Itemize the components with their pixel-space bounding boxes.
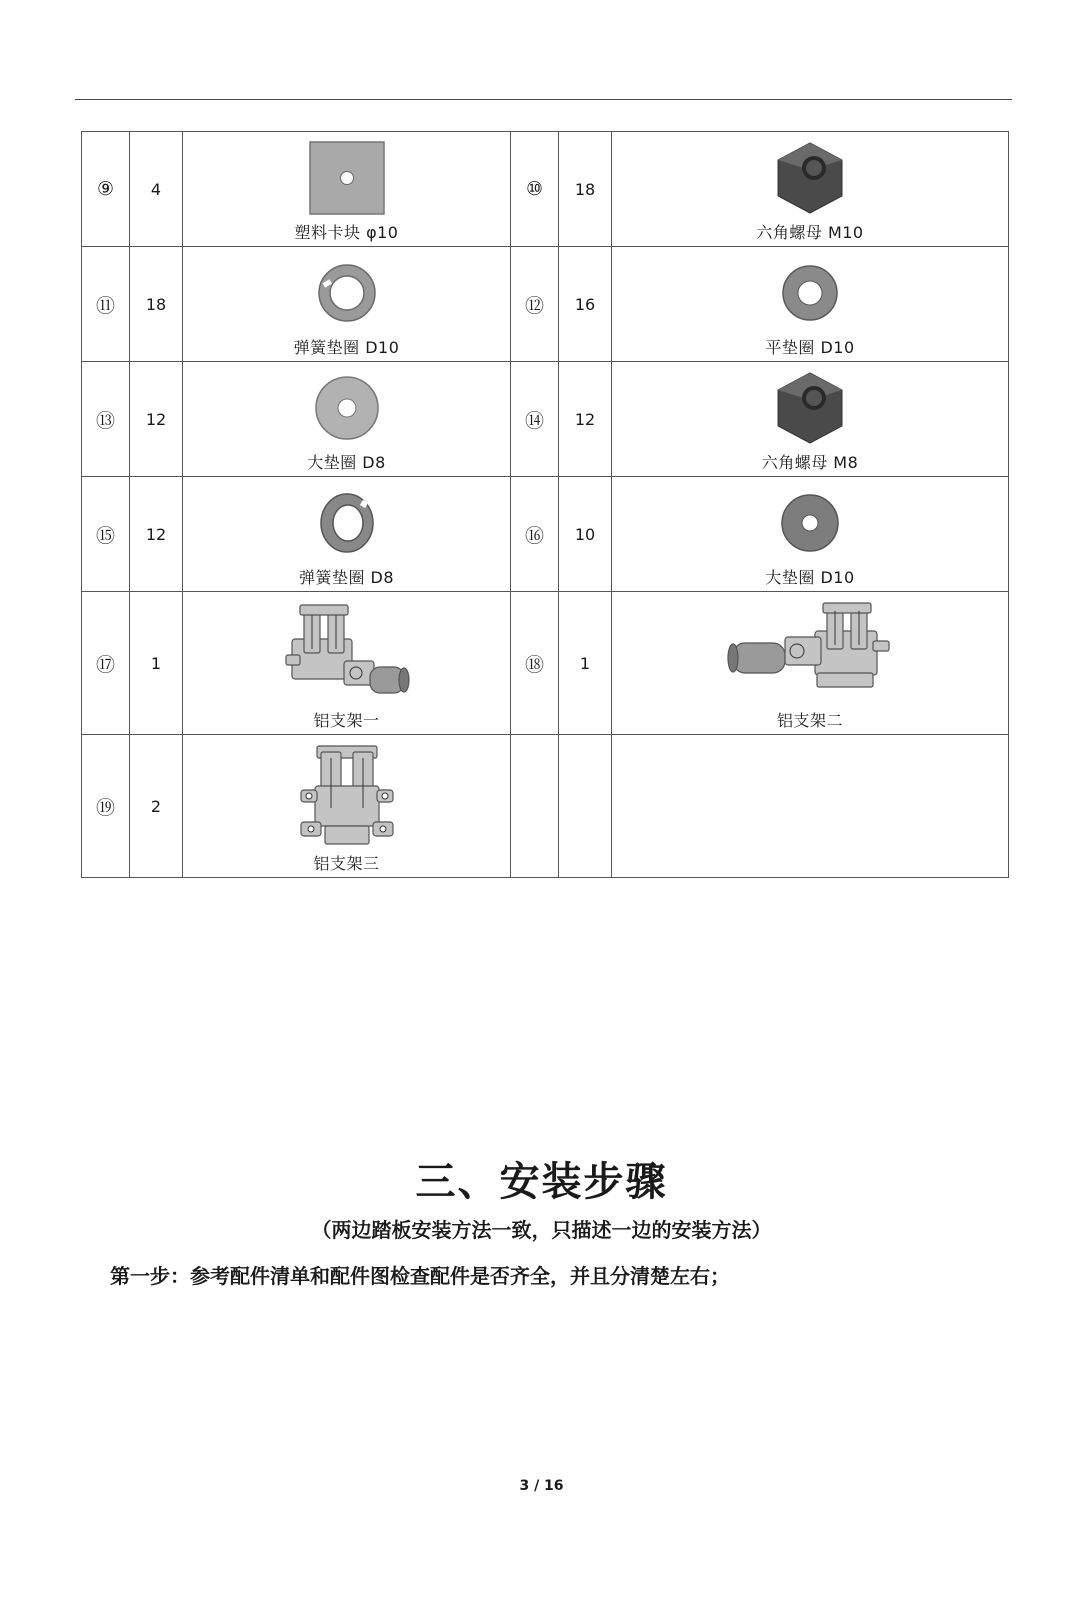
part-quantity: 2: [130, 735, 183, 878]
part-name: 铝支架一: [313, 710, 380, 730]
part-number: ⑰: [82, 592, 130, 735]
part-cell: [183, 132, 511, 247]
part-quantity-empty: [559, 735, 612, 878]
part-number: ⑲: [82, 735, 130, 878]
part-quantity: 12: [559, 362, 612, 477]
part-cell: [183, 247, 511, 362]
part-cell: [612, 247, 1009, 362]
part-quantity: 16: [559, 247, 612, 362]
table-row: [82, 735, 1009, 878]
motor-bracket-icon: [725, 598, 895, 708]
table-row: [82, 592, 1009, 735]
part-quantity: 18: [559, 132, 612, 247]
part-quantity: 1: [130, 592, 183, 735]
part-quantity: 1: [559, 592, 612, 735]
part-name: 六角螺母 M8: [761, 452, 859, 472]
page-number: 3 / 16: [519, 1478, 564, 1494]
part-quantity: 18: [130, 247, 183, 362]
part-number: ⑨: [82, 132, 130, 247]
part-name: 六角螺母 M10: [756, 222, 864, 242]
part-quantity: 4: [130, 132, 183, 247]
spring-washer-icon: [315, 253, 379, 333]
hex-nut-icon: [772, 368, 848, 448]
spring-washer-icon: [317, 483, 377, 563]
part-number: ⑱: [511, 592, 559, 735]
part-cell: [183, 735, 511, 878]
hex-nut-icon: [772, 138, 848, 218]
part-cell: [612, 362, 1009, 477]
part-cell: [183, 477, 511, 592]
plastic-clip-icon: [309, 138, 385, 218]
part-quantity: 12: [130, 362, 183, 477]
part-number: ⑬: [82, 362, 130, 477]
part-number: ⑯: [511, 477, 559, 592]
part-cell: [183, 592, 511, 735]
section-title: 三、安装步骤: [415, 1159, 668, 1205]
table-row: [82, 477, 1009, 592]
part-name: 大垫圈 D10: [765, 567, 855, 587]
section-note: （两边踏板安装方法一致，只描述一边的安装方法）: [311, 1218, 772, 1242]
flat-washer-icon: [780, 253, 840, 333]
part-cell: [612, 592, 1009, 735]
part-number-empty: [511, 735, 559, 878]
part-cell: [612, 477, 1009, 592]
part-number: ⑭: [511, 362, 559, 477]
parts-table: [81, 131, 1009, 878]
part-number: ⑫: [511, 247, 559, 362]
part-name: 铝支架二: [776, 710, 843, 730]
part-cell-empty: [612, 735, 1009, 878]
large-washer-icon: [313, 368, 381, 448]
part-number: ⑮: [82, 477, 130, 592]
part-quantity: 10: [559, 477, 612, 592]
part-name: 大垫圈 D8: [307, 452, 386, 472]
large-washer-icon: [780, 483, 840, 563]
part-name: 弹簧垫圈 D10: [293, 337, 400, 357]
part-cell: [183, 362, 511, 477]
part-name: 塑料卡块 φ10: [294, 222, 399, 242]
table-row: [82, 362, 1009, 477]
motor-bracket-icon: [282, 598, 412, 708]
part-name: 弹簧垫圈 D8: [298, 567, 395, 587]
part-name: 平垫圈 D10: [765, 337, 855, 357]
header-rule: [75, 99, 1012, 100]
step-one: 第一步：参考配件清单和配件图检查配件是否齐全，并且分清楚左右；: [110, 1264, 730, 1288]
part-cell: [612, 132, 1009, 247]
part-name: 铝支架三: [313, 853, 380, 873]
part-quantity: 12: [130, 477, 183, 592]
bracket-icon: [297, 741, 397, 851]
part-number: ⑩: [511, 132, 559, 247]
table-row: [82, 247, 1009, 362]
table-row: [82, 132, 1009, 247]
part-number: ⑪: [82, 247, 130, 362]
